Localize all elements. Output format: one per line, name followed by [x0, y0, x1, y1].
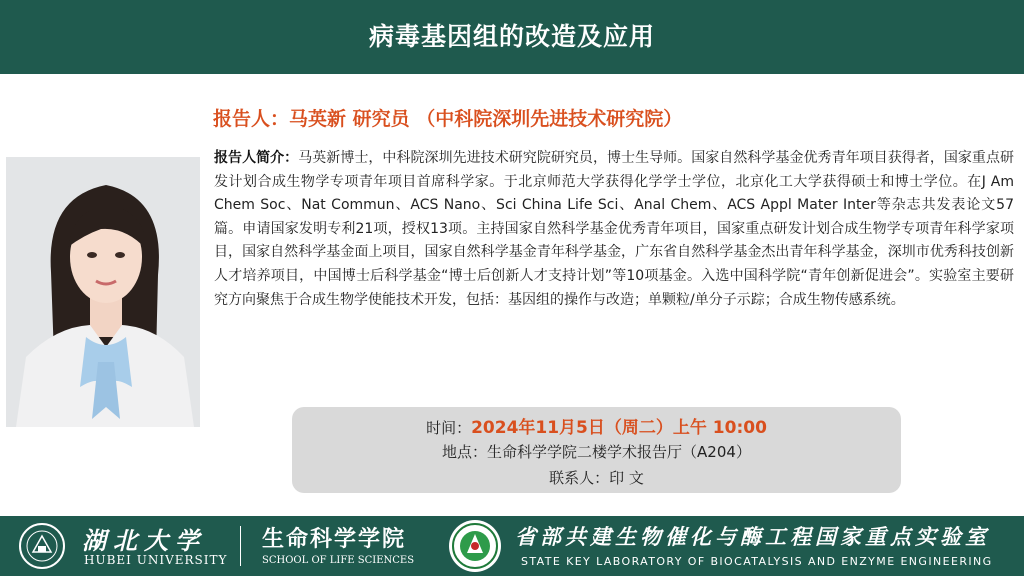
event-info-box	[292, 407, 901, 493]
university-name-cn: 湖北大学	[82, 526, 206, 555]
speaker-line: 报告人：马英新 研究员 （中科院深圳先进技术研究院）	[213, 108, 683, 130]
footer-divider	[240, 526, 241, 566]
event-time	[292, 413, 901, 438]
lab-name-cn: 省部共建生物催化与酶工程国家重点实验室	[515, 524, 990, 549]
university-seal-icon	[18, 522, 66, 570]
school-name-en: SCHOOL OF LIFE SCIENCES	[262, 555, 415, 566]
bio-label: 报告人简介：	[214, 150, 299, 166]
speaker-photo	[6, 157, 200, 427]
lab-logo-icon	[448, 519, 502, 573]
event-place: 地点：生命科学学院二楼学术报告厅（A204）	[442, 443, 751, 461]
time-value: 2024年11月5日（周二）上午 10:00	[471, 418, 767, 438]
lab-name-en: STATE KEY LABORATORY OF BIOCATALYSIS AND ENZYME ENGINEERING	[521, 555, 993, 568]
page-title: 病毒基因组的改造及应用	[368, 22, 655, 51]
school-name-cn: 生命科学学院	[262, 526, 407, 552]
bio-text: 马英新博士，中科院深圳先进技术研究院研究员，博士生导师。国家自然科学基金优秀青年项目获得者，国家重点研发计划合成生物学专项青年项目首席科学家。于北京师范大学获得化学学士学位，北京化工大学获得硕士和博士学位。在J Am Chem Soc、Nat Commun、ACS Nano、Sci China Life Sci、Anal Chem、ACS Appl Mater Inter等杂志共发表论文57篇。申请国家发明专利21项，授权13项。主持国家自然科学基金优秀青年项目，国家重点研发计划合成生物学专项青年科学家项目，国家自然科学基金面上项目，国家自然科学基金青年科学基金，广东省自然科学基金杰出青年科学基金，深圳市优秀科技创新人才培养项目，中国博士后科学基金“博士后创新人才支持计划”等10项基金。入选中国科学院“青年创新促进会”。实验室主要研究方向聚焦于合成生物学使能技术开发，包括：基因组的操作与改造；单颗粒/单分子示踪；合成生物传感系统。	[214, 150, 1015, 308]
speaker-bio	[214, 147, 1014, 312]
university-name-en: HUBEI UNIVERSITY	[84, 553, 228, 567]
event-contact: 联系人：印 文	[549, 469, 644, 487]
header-bar	[0, 0, 1024, 74]
time-label: 时间：	[426, 419, 472, 437]
